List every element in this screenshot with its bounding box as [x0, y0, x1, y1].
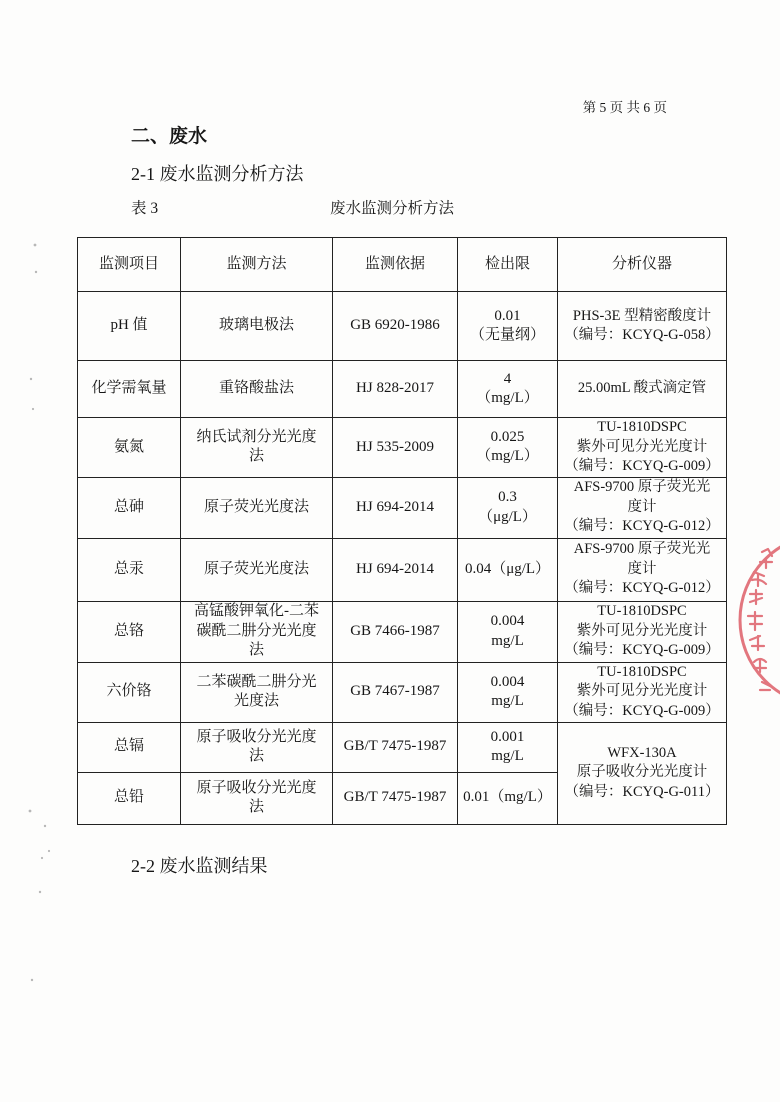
table-header-row: [78, 238, 727, 292]
seal-stamp: [736, 528, 780, 712]
method-cell: [181, 662, 333, 722]
instrument-line: TU-1810DSPC: [597, 419, 687, 435]
item-cell: 六价铬: [78, 662, 181, 722]
limit-line: mg/L: [491, 748, 524, 764]
basis-cell: HJ 828-2017: [333, 361, 458, 418]
instrument-cell: [558, 662, 727, 722]
limit-cell: [458, 292, 558, 361]
subsection-title: 2-1 废水监测分析方法: [131, 164, 304, 184]
method-cell: [181, 292, 333, 361]
method-line: 原子荧光光度法: [203, 498, 309, 515]
limit-line: （μg/L）: [478, 508, 537, 525]
instrument-line: （编号：KCYQ-G-011）: [564, 783, 720, 800]
basis-cell: GB 6920-1986: [333, 292, 458, 361]
table-row: [78, 722, 727, 772]
method-line: 光度法: [233, 693, 279, 709]
column-header-basis: 监测依据: [333, 238, 458, 292]
limit-line: 0.01（mg/L）: [463, 789, 552, 806]
method-cell: [181, 418, 333, 478]
instrument-cell: [558, 418, 727, 478]
instrument-line: （编号：KCYQ-G-012）: [564, 580, 720, 597]
method-cell: [181, 772, 333, 824]
instrument-cell: [558, 361, 727, 418]
item-cell: 化学需氧量: [78, 361, 181, 418]
limit-line: 0.004: [490, 673, 525, 690]
instrument-line: （编号：KCYQ-G-009）: [564, 702, 720, 719]
limit-line: mg/L: [491, 693, 524, 709]
instrument-line: 紫外可见分光光度计: [576, 683, 708, 700]
method-line: 原子吸收分光光度: [196, 779, 317, 796]
method-line: 原子吸收分光光度: [196, 728, 317, 745]
basis-cell: GB/T 7475-1987: [333, 722, 458, 772]
table-row: [78, 538, 727, 601]
instrument-line: 25.00mL 酸式滴定管: [577, 380, 707, 397]
column-header-instrument: 分析仪器: [558, 238, 727, 292]
method-line: 法: [248, 448, 264, 465]
basis-cell: HJ 694-2014: [333, 477, 458, 538]
instrument-line: PHS-3E 型精密酸度计: [572, 307, 712, 324]
table-row: [78, 418, 727, 478]
instrument-cell: [558, 538, 727, 601]
instrument-line: 度计: [627, 560, 657, 577]
limit-cell: [458, 361, 558, 418]
limit-line: 0.3: [498, 489, 517, 505]
limit-line: 0.01: [494, 307, 521, 324]
instrument-line: WFX-130A: [607, 744, 677, 761]
instrument-line: （编号：KCYQ-G-009）: [564, 642, 720, 659]
instrument-line: AFS-9700 原子荧光光: [573, 479, 711, 496]
section-title: 二、废水: [131, 126, 208, 147]
instrument-line: 度计: [627, 498, 657, 515]
instrument-line: TU-1810DSPC: [597, 663, 687, 680]
basis-cell: HJ 535-2009: [333, 418, 458, 478]
table-row: [78, 361, 727, 418]
method-cell: [181, 722, 333, 772]
column-header-item: 监测项目: [78, 238, 181, 292]
item-cell: 总铬: [78, 601, 181, 662]
instrument-line: （编号：KCYQ-G-012）: [564, 518, 720, 535]
table-row: [78, 292, 727, 361]
method-line: 重铬酸盐法: [218, 380, 294, 397]
limit-line: 0.001: [490, 728, 525, 745]
instrument-cell: [558, 292, 727, 361]
limit-line: （无量纲）: [469, 327, 545, 343]
method-cell: [181, 538, 333, 601]
method-line: 玻璃电极法: [218, 317, 294, 334]
method-line: 碳酰二肼分光光度: [196, 622, 317, 639]
limit-cell: [458, 662, 558, 722]
method-line: 法: [248, 799, 264, 815]
instrument-cell: [558, 601, 727, 662]
item-cell: 氨氮: [78, 418, 181, 478]
instrument-cell: [558, 477, 727, 538]
basis-cell: GB/T 7475-1987: [333, 772, 458, 824]
limit-line: 4: [503, 370, 512, 387]
table-row: [78, 477, 727, 538]
item-cell: 总铅: [78, 772, 181, 824]
table-row: [78, 662, 727, 722]
method-line: 二苯碳酰二肼分光: [196, 673, 317, 690]
limit-line: 0.004: [490, 613, 525, 629]
limit-line: mg/L: [491, 632, 524, 649]
page-number: 第 5 页 共 6 页: [582, 100, 667, 115]
item-cell: 总镉: [78, 722, 181, 772]
method-cell: [181, 601, 333, 662]
item-cell: 总汞: [78, 538, 181, 601]
limit-line: （mg/L）: [476, 390, 539, 406]
basis-cell: GB 7467-1987: [333, 662, 458, 722]
limit-cell: [458, 722, 558, 772]
methods-table: [77, 237, 727, 825]
limit-cell: [458, 538, 558, 601]
basis-cell: GB 7466-1987: [333, 601, 458, 662]
instrument-line: AFS-9700 原子荧光光: [573, 541, 711, 558]
column-header-limit: 检出限: [458, 238, 558, 292]
limit-cell: [458, 477, 558, 538]
instrument-line: TU-1810DSPC: [597, 603, 687, 620]
instrument-line: （编号：KCYQ-G-058）: [564, 327, 720, 343]
method-line: 法: [248, 748, 264, 764]
limit-line: 0.025: [490, 428, 525, 445]
method-line: 纳氏试剂分光光度: [196, 428, 317, 445]
scan-specks: [0, 0, 60, 1000]
method-cell: [181, 361, 333, 418]
method-cell: [181, 477, 333, 538]
method-line: 原子荧光光度法: [203, 560, 309, 577]
limit-cell: [458, 772, 558, 824]
limit-line: 0.04（μg/L）: [464, 560, 551, 577]
instrument-line: 原子吸收分光光度计: [576, 764, 708, 781]
item-cell: pH 值: [78, 292, 181, 361]
table-title: 废水监测分析方法: [330, 200, 455, 217]
instrument-line: 紫外可见分光光度计: [576, 622, 708, 639]
instrument-line: 紫外可见分光光度计: [576, 438, 708, 455]
instrument-line: （编号：KCYQ-G-009）: [564, 458, 720, 474]
method-line: 法: [248, 642, 264, 659]
instrument-cell-merged: [558, 722, 727, 824]
limit-cell: [458, 418, 558, 478]
item-cell: 总砷: [78, 477, 181, 538]
limit-cell: [458, 601, 558, 662]
basis-cell: HJ 694-2014: [333, 538, 458, 601]
table-row: [78, 601, 727, 662]
method-line: 高锰酸钾氧化-二苯: [194, 603, 319, 620]
table-number: 表 3: [131, 200, 159, 217]
next-subsection-title: 2-2 废水监测结果: [131, 856, 268, 876]
limit-line: （mg/L）: [476, 448, 539, 465]
column-header-method: 监测方法: [181, 238, 333, 292]
